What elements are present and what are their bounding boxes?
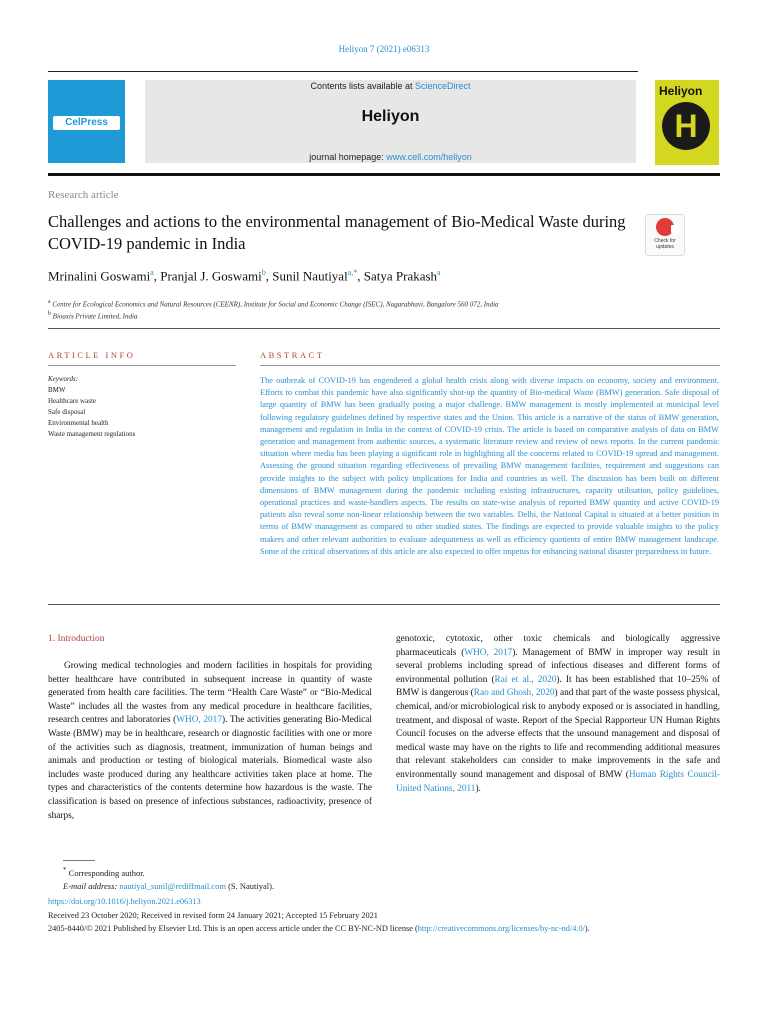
- cellpress-badge: CelPress: [53, 116, 120, 130]
- contents-prefix: Contents lists available at: [310, 81, 416, 91]
- keyword-item: Environmental health: [48, 419, 109, 427]
- body-text: ).: [475, 783, 481, 794]
- keyword-item: Waste management regulations: [48, 430, 136, 438]
- abstract-text: The outbreak of COVID-19 has engendered a global health crisis along with diverse impacts on economy, society and environment. Efforts to combat this pandemic have also significantly shot-up the quantity of Bio-medical Waste (BMW) generation. Safe disposal of large quantity of BMW has been gradually posing a major challenge. BMW management is mostly implemented at municipal level following regulatory guidelines defined by respective states and the Union. This article is a narrative of the status of BMW generation, management and regulation in India in the context of COVID-19 crisis. The article is based on comparative analysis of data on BMW generation and management from authentic sources, a systematic literature review and review of news reports. In the current pandemic situation where media has been playing a significant role in highlighting all the concerns related to COVID-19 spread and management. Assessing the ground situation regarding effectiveness of prevailing BMW management facilities, requirement and suggestions can provide insights to the subject with policy implications for India and countries as well. The discussion has been built on different dimensions of BMW management during the pandemic including existing infrastructures, capacity utilisation, policy guidelines, operational practices and waste-handlers aspects. The results on state-wise analysis of reported BMW quantity and active COVID-19 patients also reveal some non-linear relationship between the two variables. Delhi, the National Capital is situated at a better position in terms of BMW management as compared to other studied states. The findings are expected to provide valuable insights to the policy makers and other relevant authorities to evaluate adequateness as well as efficiency quotients of entire BMW management landscape. Some of the critical observations of this article are also expected to offer impetus for enhancing national disaster preparedness in future.: [260, 376, 719, 556]
- corresponding-text: Corresponding author.: [68, 867, 145, 878]
- section-divider: [48, 328, 720, 329]
- body-text: ). The activities generating Bio-Medical Waste (BMW) may be in healthcare, research or diagnostic facilities with one or more of the activities such as diagnosis, treatment, immunization of human beings and animals and production or testing of biological materials. Biomedical waste also includes waste produced during any healthcare activities taken place at home. The types and characteristics of the contents determine how hazardous is the waste. The classification is based on presence of infectious substances, radioactivity, presence of sharps,: [48, 715, 372, 821]
- email-note: [63, 880, 274, 893]
- body-column-left: [48, 660, 372, 823]
- citation-link[interactable]: Human Rights Council-United Nations, 2011: [396, 769, 720, 794]
- keywords-list: [48, 374, 135, 440]
- check-updates-icon: [656, 218, 674, 236]
- article-type: Research article: [48, 189, 119, 201]
- header-rule: [48, 71, 638, 72]
- journal-reference[interactable]: Heliyon 7 (2021) e06313: [338, 44, 430, 54]
- author-name[interactable]: Pranjal J. Goswami: [160, 268, 262, 284]
- introduction-heading: 1. Introduction: [48, 634, 105, 644]
- author-name[interactable]: Sunil Nautiyal: [272, 268, 348, 284]
- license-suffix: ).: [584, 924, 590, 933]
- abstract-heading: ABSTRACT: [260, 350, 325, 360]
- license-text: 2405-8440/© 2021 Published by Elsevier Ltd. This is an open access article under the CC BY-NC-ND license (: [48, 924, 418, 933]
- author-affil-marker[interactable]: a,*: [347, 268, 358, 277]
- author-list: Mrinalini Goswami$^a$, Pranjal J. Goswami$^b$, Sunil Nautiyal$^{a,*}$, Satya Prakash$^a$: [48, 268, 441, 284]
- received-dates: Received 23 October 2020; Received in revised form 24 January 2021; Accepted 15 February 2021: [48, 911, 378, 920]
- affiliation-marker: b: [48, 311, 51, 318]
- article-info-heading: ARTICLE INFO: [48, 350, 136, 360]
- affiliation-item: [48, 309, 499, 321]
- author-affil-marker[interactable]: a: [150, 268, 154, 277]
- affiliation-text: Centre for Ecological Economics and Natural Resources (CEENR), Institute for Social and Economic Change (ISEC), Nagarabhavi, Bangalore 560 072, India: [52, 300, 499, 309]
- body-text: ) and that part of the waste possess physical, chemical, and/or microbiological risk to anybody exposed or is associated in handling, treatment, and disposal of waste. Report of the Special Rapporteur UN Human Rights Council focuses on the adverse effects that the unsound management and disposal of medical waste may have on the rights to life and recommending additional measures that relevant stakeholders can consider to make improvements in the safe and environmentally sound management and disposal of BMW (: [396, 688, 720, 780]
- footnote-marker: *: [63, 866, 67, 874]
- section-divider: [48, 604, 720, 605]
- homepage-link[interactable]: www.cell.com/heliyon: [386, 152, 472, 162]
- homepage-prefix: journal homepage:: [309, 152, 387, 162]
- license-link[interactable]: http://creativecommons.org/licenses/by-nc-nd/4.0/: [417, 924, 585, 933]
- author-name[interactable]: Mrinalini Goswami: [48, 268, 151, 284]
- body-text: genotoxic, cytotoxic, other toxic chemicals and biologically aggressive pharmaceuticals (: [396, 634, 720, 658]
- journal-title: Heliyon: [361, 108, 420, 125]
- keyword-item: Safe disposal: [48, 408, 86, 416]
- citation-link[interactable]: Rao and Ghosh, 2020: [473, 688, 555, 699]
- body-text: ). Management of BMW in improper way result in several problems including spread of infectious diseases and different forms of environmental pollution (: [396, 647, 720, 685]
- citation-link[interactable]: WHO, 2017: [176, 715, 222, 726]
- cellpress-logo: [48, 80, 125, 163]
- author-affil-marker[interactable]: b: [261, 268, 266, 277]
- journal-masthead: [145, 80, 636, 163]
- email-link[interactable]: nautiyal_sunil@rediffmail.com: [119, 880, 226, 891]
- body-text: ). It has been established that 10–25% of BMW is dangerous (: [396, 674, 720, 699]
- author-affil-marker[interactable]: a: [437, 268, 441, 277]
- article-info-rule: [48, 365, 236, 366]
- footnote-rule: [63, 860, 95, 861]
- keyword-item: Healthcare waste: [48, 397, 96, 405]
- journal-cover: [655, 80, 719, 165]
- keyword-item: BMW: [48, 386, 66, 394]
- license-line: [48, 924, 590, 933]
- cover-logo-icon: H: [662, 102, 710, 150]
- affiliations: [48, 297, 499, 322]
- check-updates-label: Check for updates: [654, 238, 676, 250]
- check-for-updates-button[interactable]: [645, 214, 685, 256]
- affiliation-marker: a: [48, 299, 51, 305]
- contents-line: [145, 81, 636, 91]
- affiliation-item: [48, 297, 499, 309]
- sciencedirect-link[interactable]: ScienceDirect: [415, 81, 471, 91]
- body-text: Growing medical technologies and modern facilities in hospitals for providing better healthcare have contributed in subsequent increase in quantity of waste generated from health care facilities. The term “Health Care Waste” or “Bio-Medical Waste” includes all the wastes from any medical procedure in healthcare facilities, research centres and laboratories (: [48, 661, 372, 726]
- email-suffix: (S. Nautiyal).: [225, 880, 275, 891]
- body-column-right: [396, 633, 720, 796]
- article-title: Challenges and actions to the environmental management of Bio-Medical Waste during COVID-19 pandemic in India: [48, 212, 626, 253]
- masthead-divider: [48, 173, 720, 176]
- affiliation-text: Bioaxis Private Limited, India: [52, 312, 138, 321]
- author-name[interactable]: Satya Prakash: [363, 268, 438, 284]
- keywords-label: Keywords:: [48, 375, 79, 383]
- citation-link[interactable]: Rai et al., 2020: [494, 674, 557, 685]
- email-label: E-mail address:: [63, 880, 118, 891]
- footnotes: [63, 864, 274, 893]
- abstract-rule: [260, 365, 720, 366]
- doi-link[interactable]: https://doi.org/10.1016/j.heliyon.2021.e06313: [48, 897, 201, 906]
- citation-link[interactable]: WHO, 2017: [464, 647, 513, 658]
- corresponding-author-note: [63, 864, 274, 880]
- cover-title: Heliyon: [659, 84, 703, 98]
- homepage-line: [145, 152, 636, 162]
